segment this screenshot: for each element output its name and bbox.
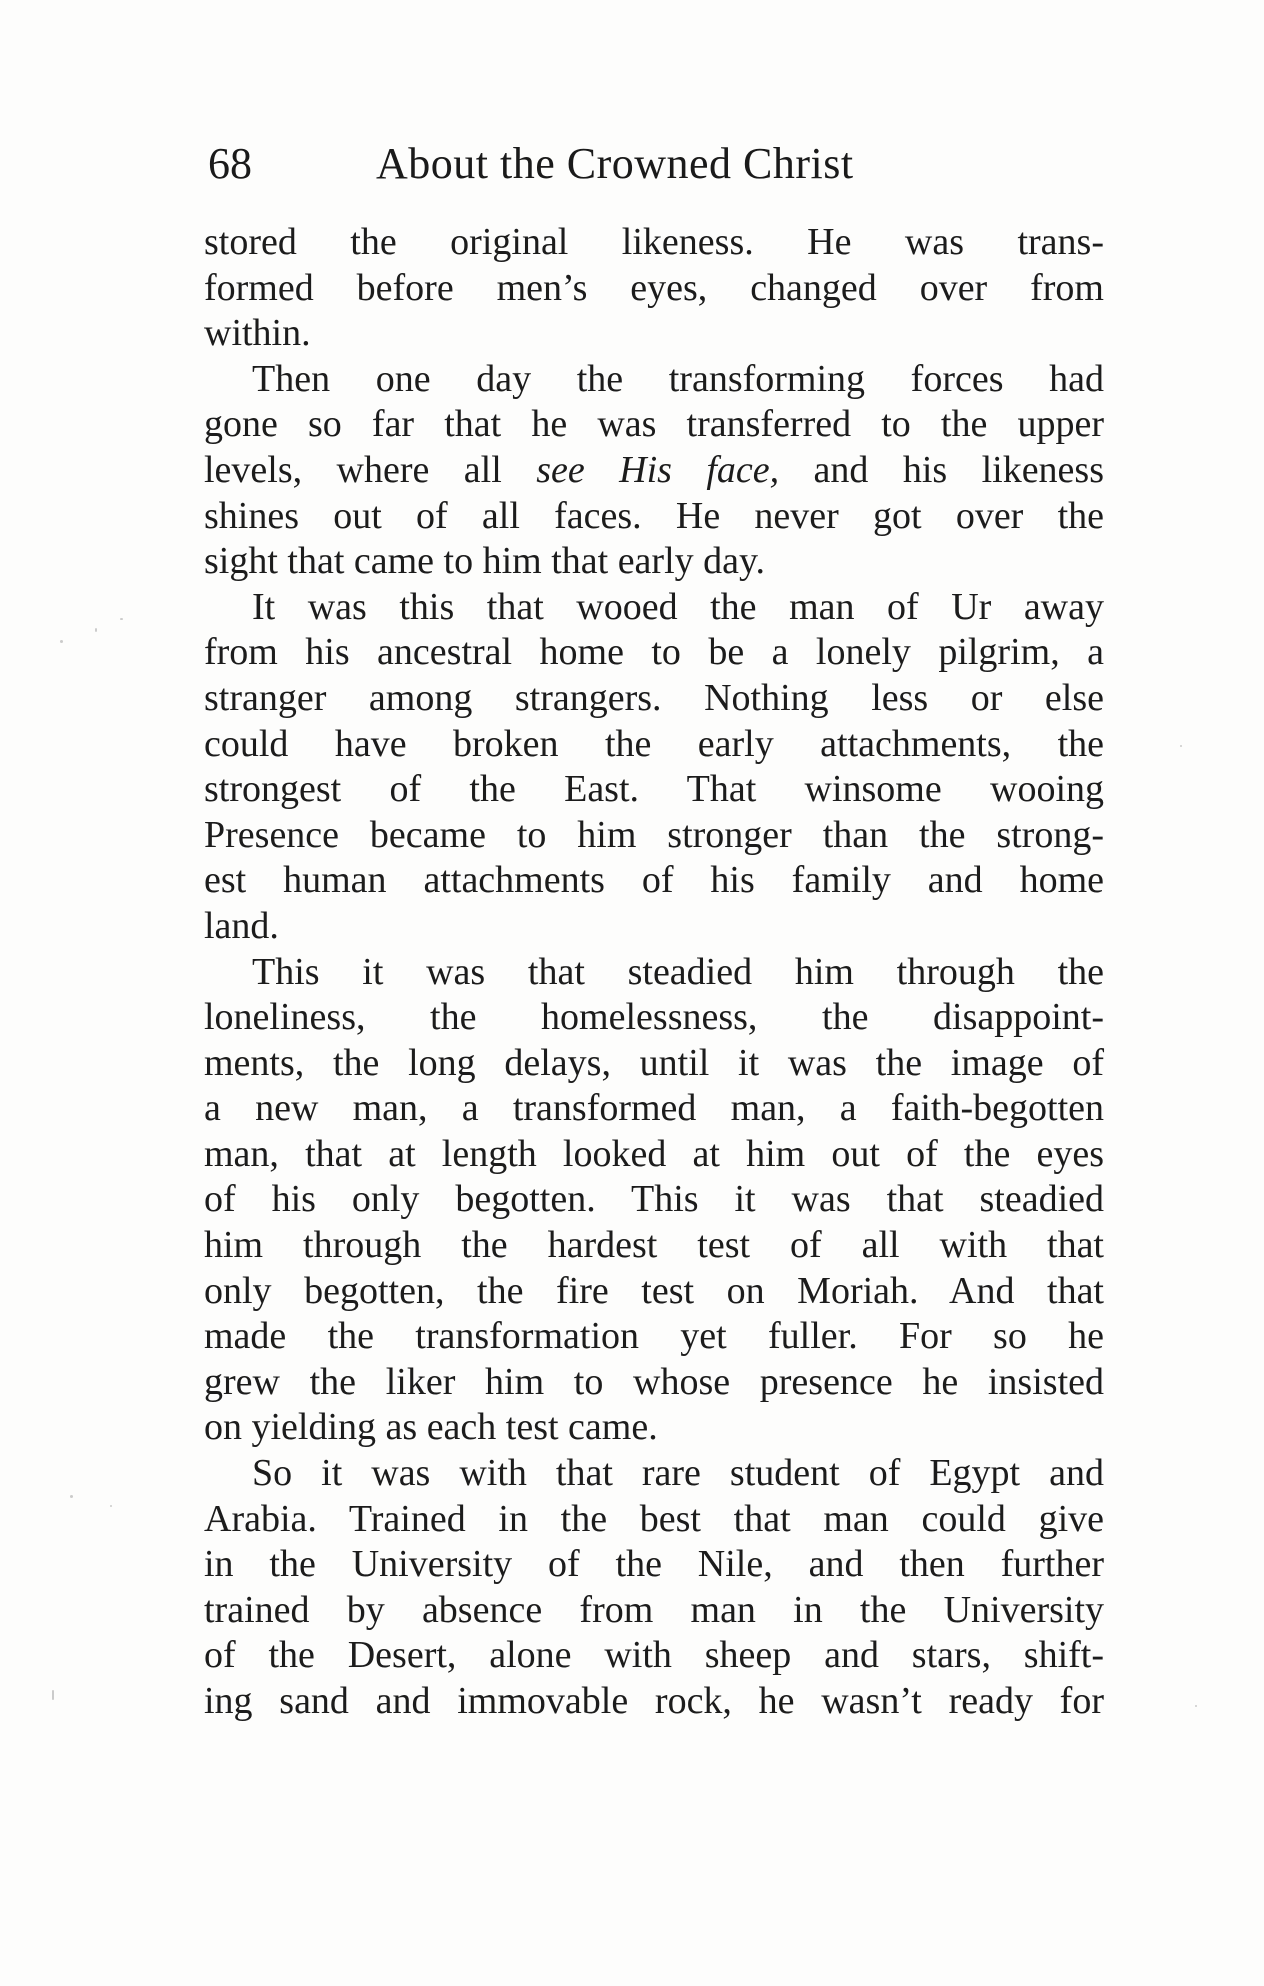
text-line: shines out of all faces. He never got over the bbox=[204, 494, 1104, 537]
text-line: loneliness, the homelessness, the disappoint- bbox=[204, 996, 1104, 1039]
scan-speck bbox=[70, 1495, 73, 1498]
text-line: stored the original likeness. He was trans- bbox=[204, 221, 1104, 263]
running-title: About the Crowned Christ bbox=[376, 139, 854, 188]
text-line: man, that at length looked at him out of the eyes bbox=[204, 1132, 1104, 1175]
body-text bbox=[204, 220, 1104, 1725]
scan-speck bbox=[120, 618, 123, 620]
text-line: ing sand and immovable rock, he wasn’t ready for bbox=[204, 1680, 1104, 1722]
text-line: of the Desert, alone with sheep and stars, shift- bbox=[204, 1634, 1104, 1677]
text-segment: and his likeness bbox=[779, 448, 1104, 491]
text-line: It was this that wooed the man of Ur away bbox=[252, 585, 1104, 628]
text-line: could have broken the early attachments, the bbox=[204, 722, 1104, 765]
text-line: ments, the long delays, until it was the image of bbox=[204, 1041, 1104, 1084]
paragraph bbox=[204, 1451, 1104, 1725]
text-line: within. bbox=[204, 312, 311, 355]
scan-speck bbox=[95, 628, 97, 632]
text-line: formed before men’s eyes, changed over from bbox=[204, 266, 1104, 309]
text-line: grew the liker him to whose presence he insisted bbox=[204, 1360, 1104, 1403]
paragraph bbox=[204, 357, 1104, 585]
paragraph bbox=[204, 220, 1104, 357]
text-line: made the transformation yet fuller. For so he bbox=[204, 1315, 1104, 1358]
paragraph bbox=[204, 950, 1104, 1452]
scan-speck bbox=[110, 1505, 112, 1507]
text-line: him through the hardest test of all with that bbox=[204, 1224, 1104, 1267]
text-line: trained by absence from man in the University bbox=[204, 1588, 1104, 1631]
text-line: a new man, a transformed man, a faith-begotten bbox=[204, 1087, 1104, 1130]
text-line: So it was with that rare student of Egypt and bbox=[252, 1452, 1104, 1495]
text-line: strongest of the East. That winsome wooing bbox=[204, 768, 1104, 811]
text-line: est human attachments of his family and home bbox=[204, 859, 1104, 902]
text-line: in the University of the Nile, and then further bbox=[204, 1543, 1104, 1586]
paragraph bbox=[204, 585, 1104, 950]
scan-speck bbox=[60, 640, 63, 643]
text-line: sight that came to him that early day. bbox=[204, 540, 766, 583]
text-line: land. bbox=[204, 904, 279, 947]
text-line: Arabia. Trained in the best that man could give bbox=[204, 1497, 1104, 1540]
text-line-with-italic bbox=[204, 448, 1104, 494]
text-segment: levels, where all bbox=[204, 448, 537, 491]
scan-speck bbox=[1180, 745, 1182, 747]
text-line: stranger among strangers. Nothing less or else bbox=[204, 676, 1104, 719]
text-line: Then one day the transforming forces had bbox=[252, 357, 1104, 400]
scan-speck bbox=[52, 1690, 54, 1700]
text-line: Presence became to him stronger than the strong- bbox=[204, 813, 1104, 856]
text-line: only begotten, the fire test on Moriah. And that bbox=[204, 1269, 1104, 1312]
page-number: 68 bbox=[208, 139, 252, 188]
text-line: This it was that steadied him through the bbox=[252, 950, 1104, 993]
text-line: of his only begotten. This it was that steadied bbox=[204, 1178, 1104, 1221]
text-line: on yielding as each test came. bbox=[204, 1406, 658, 1449]
text-line: gone so far that he was transferred to the upper bbox=[204, 403, 1104, 446]
text-line: from his ancestral home to be a lonely pilgrim, a bbox=[204, 631, 1104, 674]
scan-speck bbox=[1195, 1705, 1197, 1707]
italic-phrase: see His face, bbox=[536, 448, 780, 491]
running-head bbox=[208, 138, 1108, 198]
